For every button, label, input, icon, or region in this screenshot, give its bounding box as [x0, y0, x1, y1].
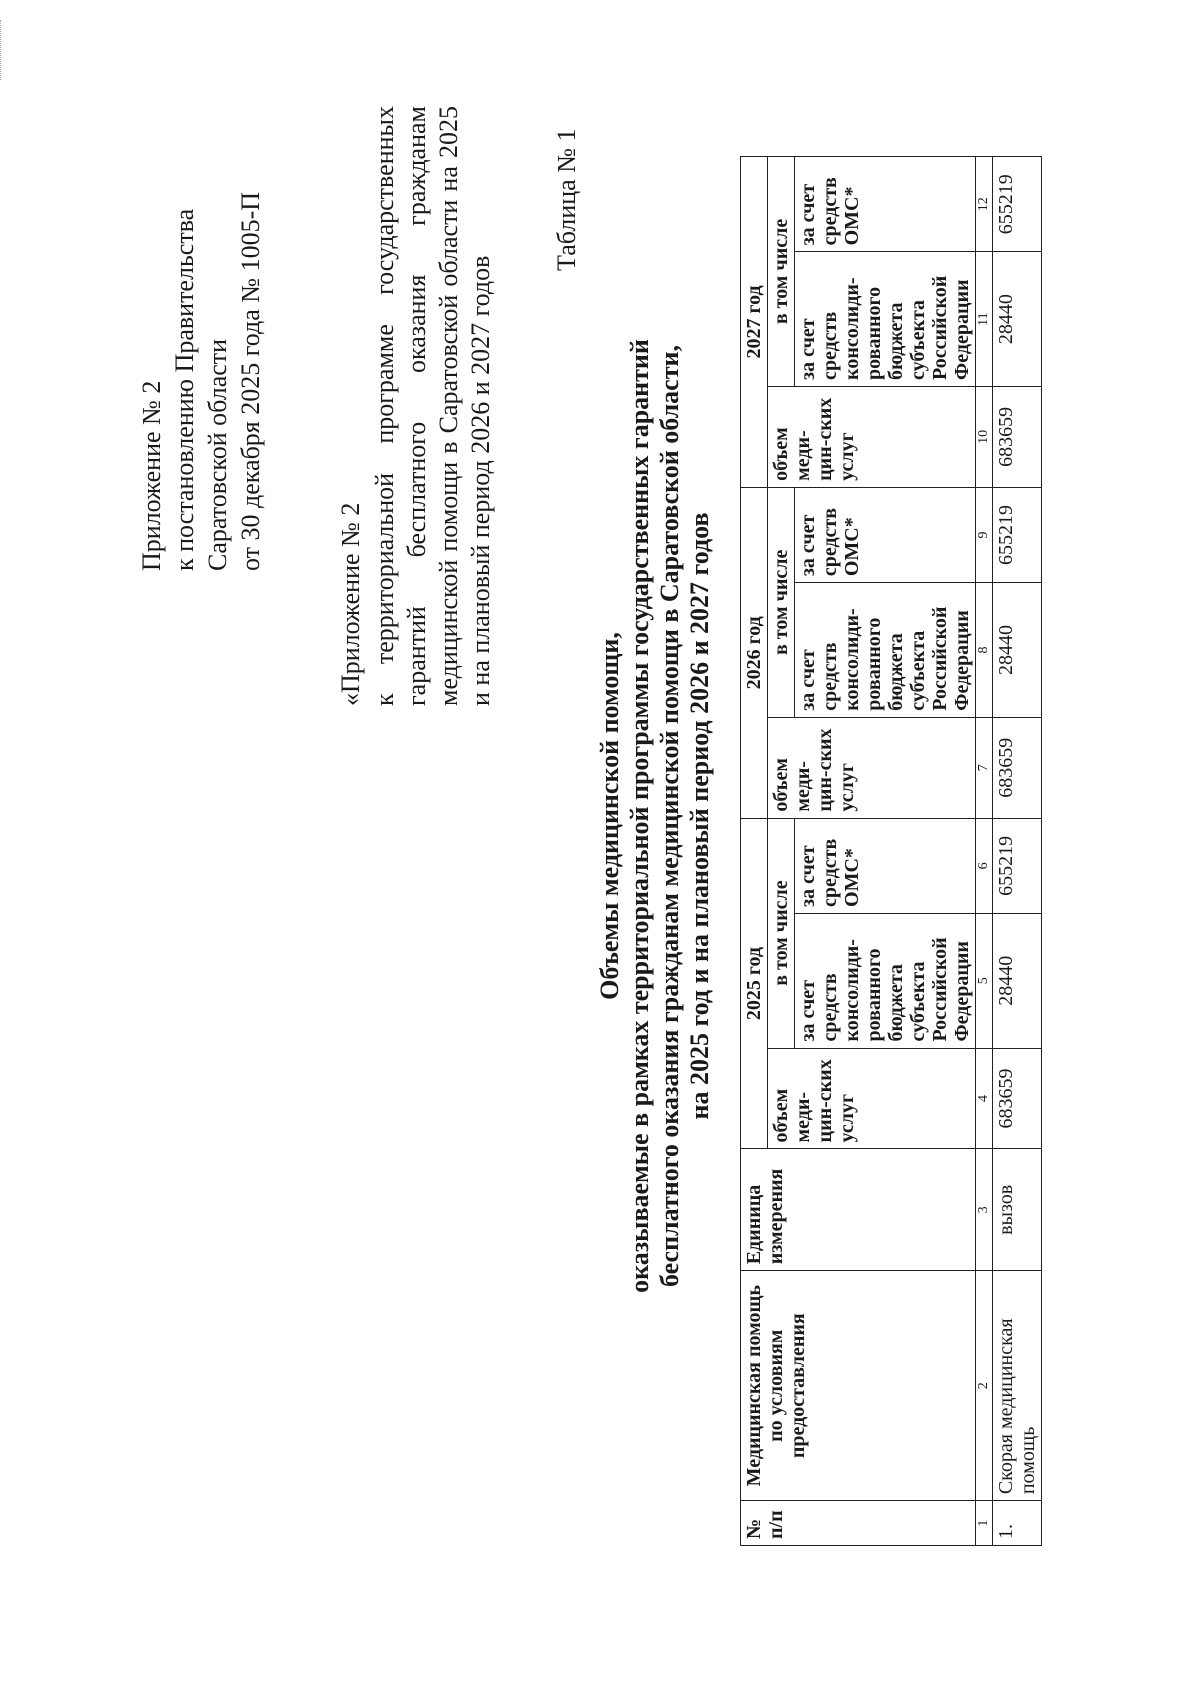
appendix-program-reference [335, 106, 497, 706]
cell-budget-2026: 28440 [993, 583, 1042, 718]
column-number: 1 [976, 1501, 993, 1546]
table-number: Таблица № 1 [552, 128, 581, 271]
cell-budget-2027: 28440 [993, 252, 1042, 387]
appendix-line: от 30 декабря 2025 года № 1005-П [236, 191, 265, 571]
rotated-page [40, 46, 1110, 1606]
appendix-line: Саратовской области [203, 338, 232, 571]
appendix-header [135, 101, 267, 571]
column-number: 10 [976, 386, 993, 487]
volumes-table [740, 156, 1042, 1546]
row-unit: вызов [993, 1149, 1042, 1271]
document-title [595, 216, 715, 1416]
header-year-2026: 2026 год [741, 487, 768, 818]
header-year-2025: 2025 год [741, 818, 768, 1149]
appendix-line: Приложение № 2 [137, 380, 166, 571]
header-budget: за счет средств консолиди-рованного бюджета субъекта Российской Федерации [795, 583, 976, 718]
header-oms: за счет средств ОМС* [795, 818, 976, 913]
header-oms: за счет средств ОМС* [795, 157, 976, 252]
column-number: 3 [976, 1149, 993, 1271]
header-including: в том числе [768, 818, 795, 1048]
header-volume: объем меди-цин-ских услуг [768, 1048, 976, 1149]
column-number: 8 [976, 583, 993, 718]
column-number: 11 [976, 252, 993, 387]
appendix-line: к постановлению Правительства [170, 208, 199, 571]
column-number: 2 [976, 1271, 993, 1501]
title-line: на 2025 год и на плановый период 2026 и 2027 годов [685, 512, 714, 1120]
header-year-2027: 2027 год [741, 157, 768, 488]
column-number-row [976, 157, 993, 1546]
header-care-type: Медицинская помощь по условиям предоставления [741, 1271, 976, 1501]
column-number: 12 [976, 157, 993, 252]
cell-budget-2025: 28440 [993, 913, 1042, 1048]
header-budget: за счет средств консолиди-рованного бюджета субъекта Российской Федерации [795, 252, 976, 387]
column-number: 6 [976, 818, 993, 913]
cell-oms-2026: 655219 [993, 487, 1042, 582]
header-oms: за счет средств ОМС* [795, 487, 976, 582]
header-row-years [741, 157, 768, 1546]
header-volume: объем меди-цин-ских услуг [768, 717, 976, 818]
header-budget: за счет средств консолиди-рованного бюджета субъекта Российской Федерации [795, 913, 976, 1048]
column-number: 5 [976, 913, 993, 1048]
title-line: оказываемые в рамках территориальной программы государственных гарантий [625, 339, 654, 1293]
title-line: Объемы медицинской помощи, [595, 632, 624, 1000]
appendix2-header: «Приложение № 2 [336, 502, 365, 706]
row-no: 1. [993, 1501, 1042, 1546]
cell-volume-2027: 683659 [993, 386, 1042, 487]
column-number: 7 [976, 717, 993, 818]
cell-volume-2026: 683659 [993, 717, 1042, 818]
column-number: 4 [976, 1048, 993, 1149]
column-number: 9 [976, 487, 993, 582]
header-unit: Единица измерения [741, 1149, 976, 1271]
title-line: бесплатного оказания гражданам медицинской помощи в Саратовской области, [655, 345, 684, 1287]
cell-volume-2025: 683659 [993, 1048, 1042, 1149]
table-row [993, 157, 1042, 1546]
header-volume: объем меди-цин-ских услуг [768, 386, 976, 487]
header-including: в том числе [768, 157, 795, 387]
row-care-type: Скорая медицинская помощь [993, 1271, 1042, 1501]
header-no: № п/п [741, 1501, 976, 1546]
cell-oms-2025: 655219 [993, 818, 1042, 913]
appendix2-text: к территориальной программе государственных гарантий бесплатного оказания гражданам медицинской помощи в Саратовской области на 2025 и на плановый период 2026 и 2027 годов [370, 106, 495, 706]
header-including: в том числе [768, 487, 795, 717]
cell-oms-2027: 655219 [993, 157, 1042, 252]
scan-edge-mark [0, 20, 7, 80]
